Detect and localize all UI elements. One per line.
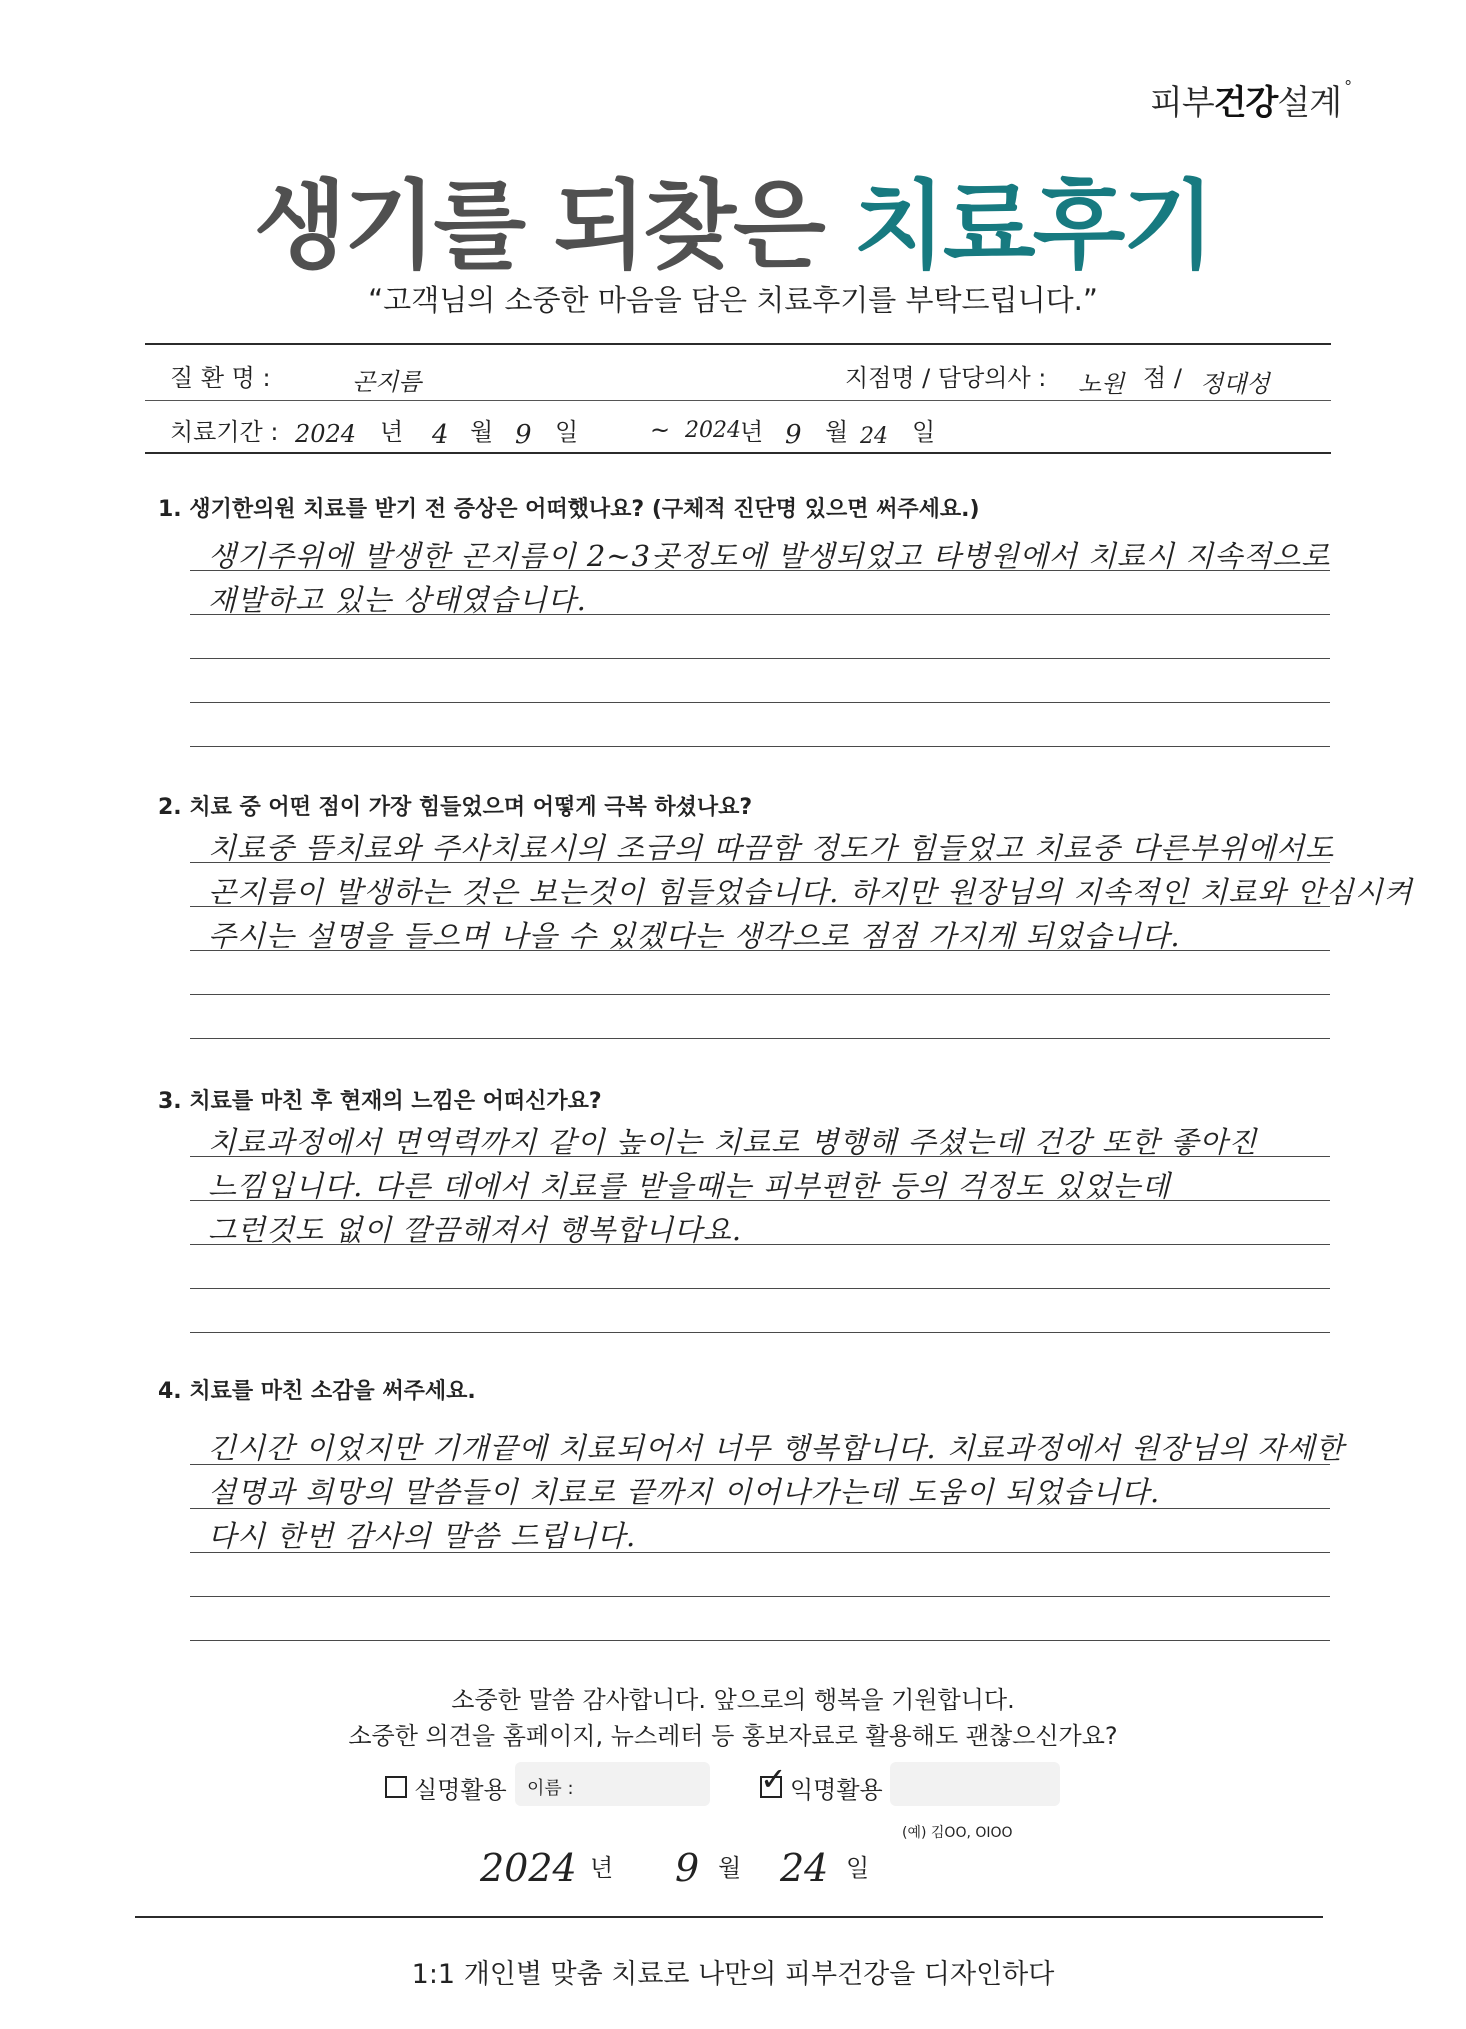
question-2-title: 2. 치료 중 어떤 점이 가장 힘들었으며 어떻게 극복 하셨나요? [158, 795, 753, 820]
end-month-label: 월 [825, 418, 849, 446]
brand-logo [1150, 75, 1352, 124]
date-year[interactable]: 2024 [480, 1846, 577, 1890]
brand-bold: 건강 [1213, 83, 1278, 123]
write-line [190, 906, 1330, 907]
write-line [190, 1200, 1330, 1201]
question-1-title: 1. 생기한의원 치료를 받기 전 증상은 어떠했나요? (구체적 진단명 있으면 써주세요.) [158, 497, 980, 522]
info-bottom-rule [145, 452, 1331, 454]
write-line [190, 702, 1330, 703]
question-3-answer-line-1[interactable]: 치료과정에서 면역력까지 같이 높이는 치료로 병행해 주셨는데 건강 또한 좋아진 [208, 1125, 1258, 1159]
date-month[interactable]: 9 [675, 1846, 700, 1890]
question-4-answer-line-3[interactable]: 다시 한번 감사의 말씀 드립니다. [208, 1519, 637, 1553]
doctor-value[interactable]: 정대성 [1200, 370, 1270, 398]
anonymous-name-input[interactable] [890, 1762, 1060, 1806]
start-year-label: 년 [380, 418, 404, 446]
closing-line-2: 소중한 의견을 홈페이지, 뉴스레터 등 홍보자료로 활용해도 괜찮으신가요? [348, 1722, 1118, 1750]
date-day-label: 일 [846, 1854, 870, 1882]
write-line [190, 950, 1330, 951]
start-month[interactable]: 4 [432, 420, 449, 450]
footer-slogan: 1:1 개인별 맞춤 치료로 나만의 피부건강을 디자인하다 [411, 1959, 1055, 1990]
title-part2: 치료후기 [853, 170, 1213, 282]
write-line [190, 614, 1330, 615]
info-top-rule [145, 343, 1331, 345]
write-line [190, 570, 1330, 571]
page-subtitle: “고객님의 소중한 마음을 담은 치료후기를 부탁드립니다.” [368, 283, 1098, 317]
branch-label: 지점명 / 담당의사 : [845, 364, 1047, 392]
write-line [190, 1288, 1330, 1289]
footer-rule [135, 1916, 1323, 1918]
write-line [190, 1508, 1330, 1509]
write-line [190, 1156, 1330, 1157]
start-day-label: 일 [555, 418, 579, 446]
period-tilde: ~ [650, 416, 671, 444]
write-line [190, 658, 1330, 659]
question-2-answer-line-3[interactable]: 주시는 설명을 들으며 나을 수 있겠다는 생각으로 점점 가지게 되었습니다. [208, 919, 1181, 953]
brand-prefix: 피부 [1150, 83, 1214, 123]
brand-mark: ° [1344, 77, 1352, 96]
start-year[interactable]: 2024 [295, 420, 357, 448]
disease-value[interactable]: 곤지름 [352, 368, 422, 396]
info-mid-rule [145, 400, 1331, 401]
question-4-answer-line-2[interactable]: 설명과 희망의 말씀들이 치료로 끝까지 이어나가는데 도움이 되었습니다. [208, 1475, 1161, 1509]
branch-suffix: 점 / [1143, 364, 1182, 392]
end-year[interactable]: 2024 [685, 418, 741, 443]
write-line [190, 1332, 1330, 1333]
end-month[interactable]: 9 [785, 420, 802, 450]
write-line [190, 746, 1330, 747]
write-line [190, 1464, 1330, 1465]
end-year-label: 년 [740, 418, 764, 446]
branch-value[interactable]: 노원 [1078, 370, 1125, 398]
date-year-label: 년 [590, 1854, 614, 1882]
question-1-answer-line-2[interactable]: 재발하고 있는 상태였습니다. [208, 583, 587, 617]
write-line [190, 994, 1330, 995]
anonymous-option-label: 익명활용 [790, 1776, 883, 1804]
disease-label: 질 환 명 : [170, 364, 271, 392]
write-line [190, 1596, 1330, 1597]
title-part1: 생기를 되찾은 [253, 170, 854, 282]
write-line [190, 862, 1330, 863]
question-3-title: 3. 치료를 마친 후 현재의 느낌은 어떠신가요? [158, 1089, 602, 1114]
date-month-label: 월 [718, 1854, 742, 1882]
question-1-answer-line-1[interactable]: 생기주위에 발생한 곤지름이 2~3곳정도에 발생되었고 타병원에서 치료시 지속적으로 [208, 539, 1331, 573]
question-4-answer-line-1[interactable]: 긴시간 이었지만 기개끝에 치료되어서 너무 행복합니다. 치료과정에서 원장님의 자세한 [208, 1431, 1345, 1465]
write-line [190, 1552, 1330, 1553]
real-name-checkbox[interactable] [385, 1776, 407, 1798]
name-label: 이름 : [527, 1778, 574, 1799]
name-input[interactable] [515, 1762, 710, 1806]
end-day-label: 일 [912, 418, 936, 446]
question-2-answer-line-2[interactable]: 곤지름이 발생하는 것은 보는것이 힘들었습니다. 하지만 원장님의 지속적인 치료와 안심시켜 [208, 875, 1413, 909]
anonymous-checkbox[interactable] [760, 1760, 787, 1798]
example-text: (예) 김OO, OIOO [902, 1825, 1013, 1841]
real-name-option-label: 실명활용 [414, 1776, 507, 1804]
end-day[interactable]: 24 [860, 424, 888, 449]
start-month-label: 월 [470, 418, 494, 446]
period-label: 치료기간 : [170, 418, 279, 446]
question-3-answer-line-3[interactable]: 그런것도 없이 깔끔해져서 행복합니다요. [208, 1213, 743, 1247]
page-title [0, 150, 1466, 287]
question-2-answer-line-1[interactable]: 치료중 뜸치료와 주사치료시의 조금의 따끔함 정도가 힘들었고 치료중 다른부위에서도 [208, 831, 1335, 865]
date-day[interactable]: 24 [780, 1846, 829, 1890]
question-4-title: 4. 치료를 마친 소감을 써주세요. [158, 1379, 476, 1404]
write-line [190, 1244, 1330, 1245]
check-mark-icon: ✓ [760, 1760, 787, 1798]
start-day[interactable]: 9 [515, 420, 532, 450]
write-line [190, 1640, 1330, 1641]
question-3-answer-line-2[interactable]: 느낌입니다. 다른 데에서 치료를 받을때는 피부편한 등의 걱정도 있었는데 [208, 1169, 1171, 1203]
write-line [190, 1038, 1330, 1039]
closing-line-1: 소중한 말씀 감사합니다. 앞으로의 행복을 기원합니다. [451, 1686, 1015, 1714]
brand-suffix: 설계 [1277, 83, 1342, 123]
